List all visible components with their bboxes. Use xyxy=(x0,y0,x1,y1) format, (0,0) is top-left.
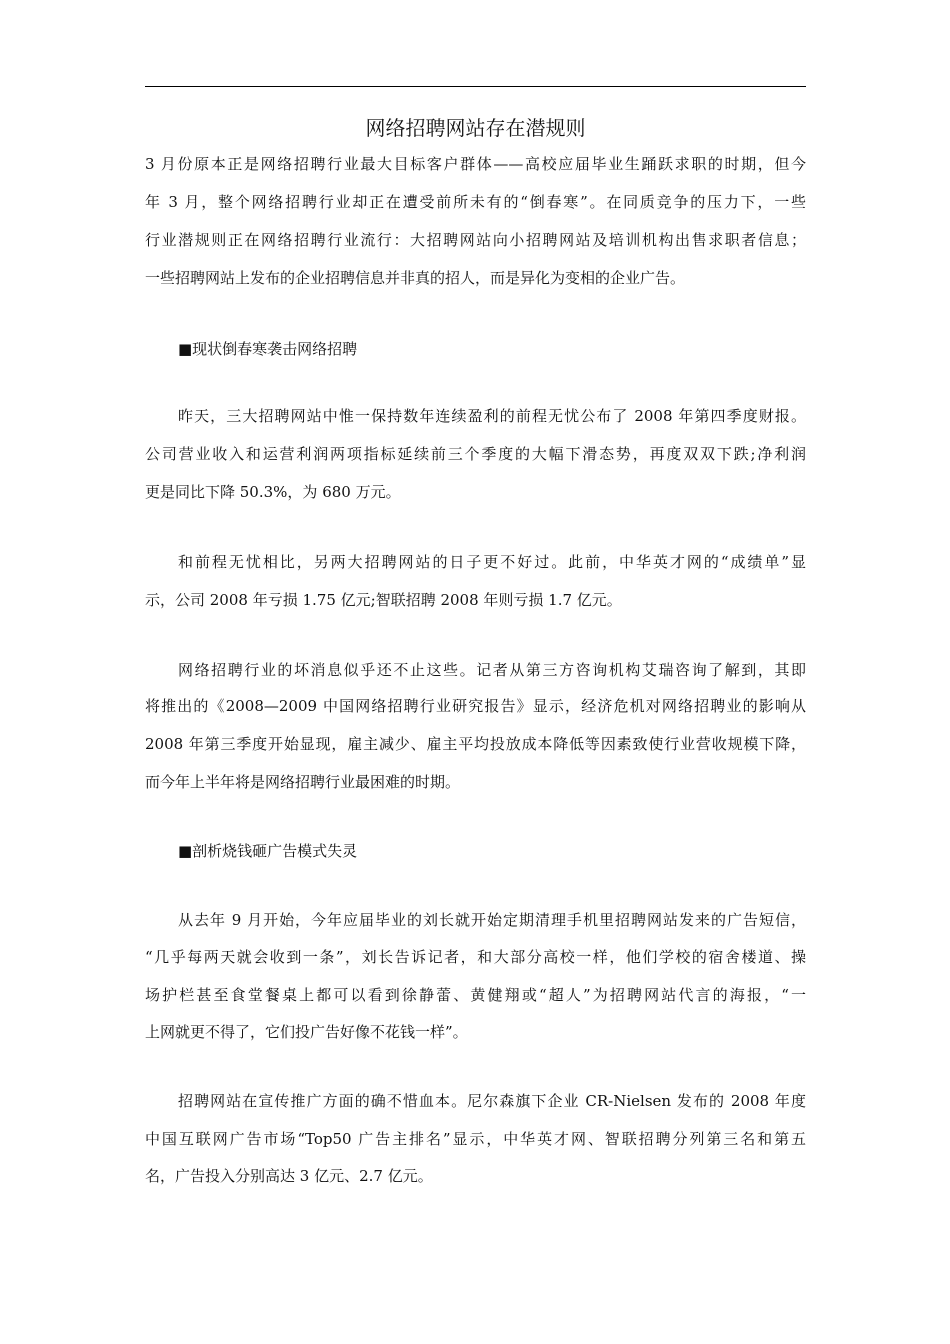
paragraph-line: 公司营业收入和运营利润两项指标延续前三个季度的大幅下滑态势，再度双双下跌;净利润 xyxy=(145,445,806,463)
intro-line: 年 3 月，整个网络招聘行业却正在遭受前所未有的“倒春寒”。在同质竞争的压力下，一些 xyxy=(145,193,806,211)
intro-line: 行业潜规则正在网络招聘行业流行：大招聘网站向小招聘网站及培训机构出售求职者信息； xyxy=(145,231,806,249)
paragraph-line: 2008 年第三季度开始显现，雇主减少、雇主平均投放成本降低等因素致使行业营收规模下降， xyxy=(145,735,806,753)
intro-line: 3 月份原本正是网络招聘行业最大目标客户群体——高校应届毕业生踊跃求职的时期，但今 xyxy=(145,155,806,173)
paragraph-line: 将推出的《2008—2009 中国网络招聘行业研究报告》显示，经济危机对网络招聘业的影响从 xyxy=(145,697,806,715)
paragraph-line: 示，公司 2008 年亏损 1.75 亿元;智联招聘 2008 年则亏损 1.7 亿元。 xyxy=(145,591,622,609)
paragraph-line: 上网就更不得了，它们投广告好像不花钱一样”。 xyxy=(145,1023,468,1041)
paragraph-line: 中国互联网广告市场“Top50 广告主排名”显示，中华英才网、智联招聘分列第三名和第五 xyxy=(145,1130,806,1148)
paragraph-line: “几乎每两天就会收到一条”，刘长告诉记者，和大部分高校一样，他们学校的宿舍楼道、操 xyxy=(145,948,806,966)
paragraph-line: 名，广告投入分别高达 3 亿元、2.7 亿元。 xyxy=(145,1167,433,1185)
page-title: 网络招聘网站存在潜规则 xyxy=(365,116,586,140)
header-rule xyxy=(145,86,806,87)
paragraph-line: 从去年 9 月开始，今年应届毕业的刘长就开始定期清理手机里招聘网站发来的广告短信， xyxy=(178,911,806,929)
section-heading: ■现状倒春寒袭击网络招聘 xyxy=(178,340,358,358)
section-heading: ■剖析烧钱砸广告模式失灵 xyxy=(178,842,358,860)
paragraph-line: 招聘网站在宣传推广方面的确不惜血本。尼尔森旗下企业 CR-Nielsen 发布的 2008 年度 xyxy=(178,1092,806,1110)
paragraph-line: 场护栏甚至食堂餐桌上都可以看到徐静蕾、黄健翔或“超人”为招聘网站代言的海报，“一 xyxy=(145,986,806,1004)
paragraph-line: 昨天，三大招聘网站中惟一保持数年连续盈利的前程无忧公布了 2008 年第四季度财报。 xyxy=(178,407,806,425)
paragraph-line: 网络招聘行业的坏消息似乎还不止这些。记者从第三方咨询机构艾瑞咨询了解到，其即 xyxy=(178,661,806,679)
paragraph-line: 更是同比下降 50.3%，为 680 万元。 xyxy=(145,483,401,501)
intro-line: 一些招聘网站上发布的企业招聘信息并非真的招人，而是异化为变相的企业广告。 xyxy=(145,269,686,287)
paragraph-line: 和前程无忧相比，另两大招聘网站的日子更不好过。此前，中华英才网的“成绩单”显 xyxy=(178,553,806,571)
paragraph-line: 而今年上半年将是网络招聘行业最困难的时期。 xyxy=(145,773,461,791)
